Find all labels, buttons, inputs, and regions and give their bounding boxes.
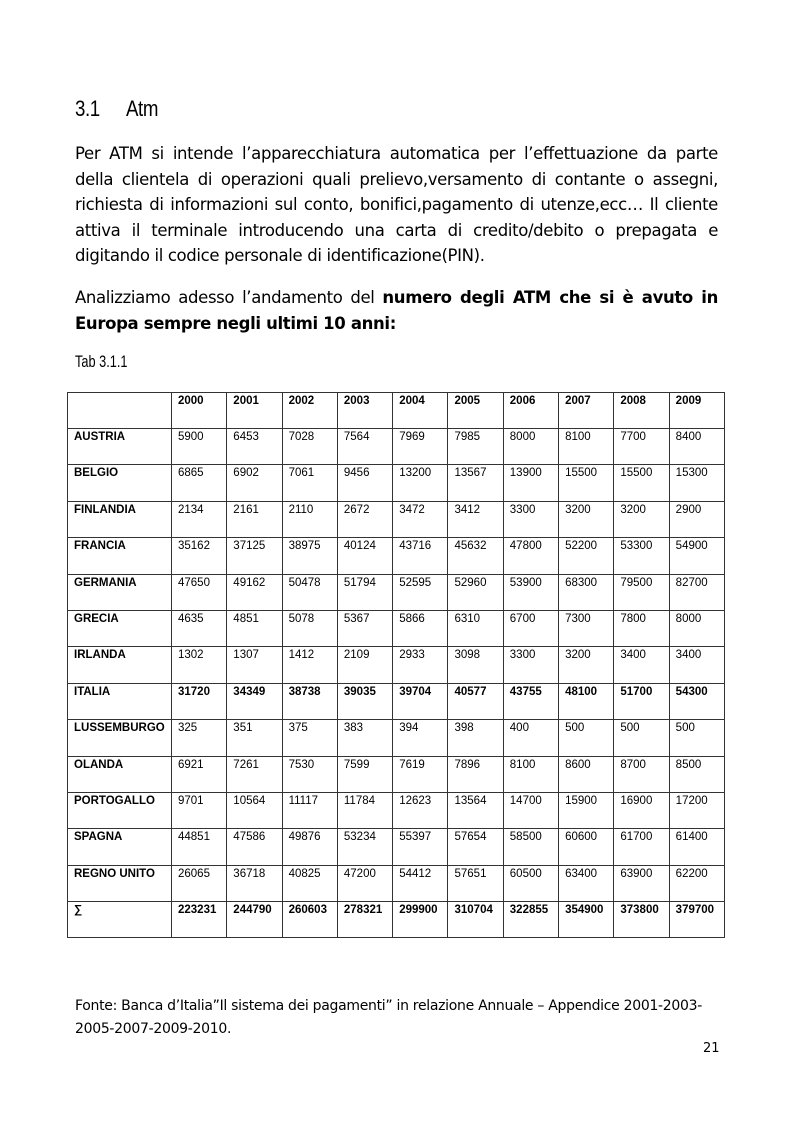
table-cell: 57651 (448, 865, 503, 901)
table-cell: 47650 (172, 574, 227, 610)
table-row-label: ITALIA (68, 683, 172, 719)
table-header-cell: 2002 (282, 393, 337, 429)
table-cell: 6902 (227, 465, 282, 501)
table-cell: 68300 (559, 574, 614, 610)
table-cell: 6921 (172, 756, 227, 792)
table-cell: 2110 (282, 501, 337, 537)
table-row (68, 647, 725, 683)
table-cell: 15500 (559, 465, 614, 501)
table-row (68, 429, 725, 465)
table-cell: 260603 (282, 902, 337, 938)
table-cell: 8700 (614, 756, 669, 792)
table-cell: 325 (172, 720, 227, 756)
table-cell: 3400 (614, 647, 669, 683)
table-cell: 7261 (227, 756, 282, 792)
table-cell: 13200 (393, 465, 448, 501)
table-cell: 52595 (393, 574, 448, 610)
table-row (68, 756, 725, 792)
table-cell: 16900 (614, 792, 669, 828)
table-cell: 8100 (503, 756, 558, 792)
table-cell: 398 (448, 720, 503, 756)
table-row (68, 465, 725, 501)
page-number: 21 (703, 1041, 720, 1056)
table-row-label: LUSSEMBURGO (68, 720, 172, 756)
table-cell: 49162 (227, 574, 282, 610)
table-header-cell: 2009 (669, 393, 724, 429)
table-cell: 51700 (614, 683, 669, 719)
atm-data-table (67, 392, 725, 938)
table-cell: 2933 (393, 647, 448, 683)
table-cell: 7896 (448, 756, 503, 792)
table-cell: 61400 (669, 829, 724, 865)
table-header-cell: 2003 (337, 393, 392, 429)
table-cell: 11784 (337, 792, 392, 828)
table-cell: 9456 (337, 465, 392, 501)
table-cell: 14700 (503, 792, 558, 828)
table-row-label: GRECIA (68, 610, 172, 646)
table-cell: 1307 (227, 647, 282, 683)
table-cell: 3412 (448, 501, 503, 537)
table-row-label: IRLANDA (68, 647, 172, 683)
table-cell: 383 (337, 720, 392, 756)
table-cell: 310704 (448, 902, 503, 938)
table-cell: 15900 (559, 792, 614, 828)
table-cell: 7061 (282, 465, 337, 501)
table-cell: 35162 (172, 538, 227, 574)
table-cell: 379700 (669, 902, 724, 938)
table-header-corner (68, 393, 172, 429)
table-cell: 9701 (172, 792, 227, 828)
table-row (68, 538, 725, 574)
table-cell: 351 (227, 720, 282, 756)
table-cell: 354900 (559, 902, 614, 938)
table-cell: 8000 (669, 610, 724, 646)
table-row-label: SPAGNA (68, 829, 172, 865)
table-cell: 58500 (503, 829, 558, 865)
table-cell: 13564 (448, 792, 503, 828)
table-cell: 8500 (669, 756, 724, 792)
table-cell: 82700 (669, 574, 724, 610)
table-header-cell: 2005 (448, 393, 503, 429)
table-cell: 31720 (172, 683, 227, 719)
table-cell: 40124 (337, 538, 392, 574)
table-cell: 3472 (393, 501, 448, 537)
paragraph-atm-definition: Per ATM si intende l’apparecchiatura automatica per l’effettuazione da parte della clientela di operazioni quali prelievo,versamento di contante o assegni, richiesta di informazioni sul conto, bonifici,pagamento di utenze,ecc… Il cliente attiva il terminale introducendo una carta di credito/debito o prepagata e digitando il codice personale di identificazione(PIN). (75, 144, 718, 265)
table-header-cell: 2006 (503, 393, 558, 429)
table-cell: 500 (614, 720, 669, 756)
table-header-cell: 2004 (393, 393, 448, 429)
table-cell: 2161 (227, 501, 282, 537)
table-row (68, 902, 725, 938)
table-cell: 4851 (227, 610, 282, 646)
table-cell: 5078 (282, 610, 337, 646)
table-cell: 49876 (282, 829, 337, 865)
table-cell: 37125 (227, 538, 282, 574)
table-cell: 3400 (669, 647, 724, 683)
table-row (68, 865, 725, 901)
table-cell: 53234 (337, 829, 392, 865)
table-cell: 12623 (393, 792, 448, 828)
table-cell: 7700 (614, 429, 669, 465)
table-row (68, 720, 725, 756)
table-cell: 2134 (172, 501, 227, 537)
table-cell: 43716 (393, 538, 448, 574)
table-cell: 244790 (227, 902, 282, 938)
table-cell: 15500 (614, 465, 669, 501)
section-heading (75, 96, 158, 122)
table-cell: 400 (503, 720, 558, 756)
table-cell: 38738 (282, 683, 337, 719)
table-cell: 375 (282, 720, 337, 756)
table-cell: 7564 (337, 429, 392, 465)
table-cell: 8100 (559, 429, 614, 465)
table-cell: 373800 (614, 902, 669, 938)
table-row-label: GERMANIA (68, 574, 172, 610)
table-cell: 6700 (503, 610, 558, 646)
table-cell: 3098 (448, 647, 503, 683)
table-cell: 8000 (503, 429, 558, 465)
table-cell: 278321 (337, 902, 392, 938)
table-cell: 11117 (282, 792, 337, 828)
table-cell: 39704 (393, 683, 448, 719)
table-cell: 7599 (337, 756, 392, 792)
paragraph-bold-text: numero degli ATM che si è avuto in Europa sempre negli ultimi 10 anni: (75, 288, 718, 333)
table-cell: 3200 (614, 501, 669, 537)
table-header-cell: 2001 (227, 393, 282, 429)
table-cell: 63900 (614, 865, 669, 901)
table-cell: 40825 (282, 865, 337, 901)
table-cell: 2672 (337, 501, 392, 537)
table-row-label: BELGIO (68, 465, 172, 501)
table-cell: 2109 (337, 647, 392, 683)
table-cell: 36718 (227, 865, 282, 901)
table-row-label: FRANCIA (68, 538, 172, 574)
table-header-cell: 2007 (559, 393, 614, 429)
table-row-label: FINLANDIA (68, 501, 172, 537)
table-cell: 7300 (559, 610, 614, 646)
table-cell: 48100 (559, 683, 614, 719)
table-cell: 63400 (559, 865, 614, 901)
table-row-label: ∑ (68, 902, 172, 938)
table-cell: 6453 (227, 429, 282, 465)
table-cell: 3200 (559, 501, 614, 537)
table-body (68, 429, 725, 938)
table-cell: 53300 (614, 538, 669, 574)
table-row (68, 683, 725, 719)
table-cell: 79500 (614, 574, 669, 610)
table-header-cell: 2008 (614, 393, 669, 429)
table-cell: 13567 (448, 465, 503, 501)
table-cell: 13900 (503, 465, 558, 501)
table-cell: 61700 (614, 829, 669, 865)
table-cell: 52200 (559, 538, 614, 574)
table-cell: 7530 (282, 756, 337, 792)
table-cell: 8600 (559, 756, 614, 792)
table-row-label: PORTOGALLO (68, 792, 172, 828)
table-header-cell: 2000 (172, 393, 227, 429)
table-cell: 54900 (669, 538, 724, 574)
table-cell: 8400 (669, 429, 724, 465)
table-cell: 26065 (172, 865, 227, 901)
table-cell: 6865 (172, 465, 227, 501)
table-cell: 500 (669, 720, 724, 756)
table-cell: 54412 (393, 865, 448, 901)
table-cell: 44851 (172, 829, 227, 865)
table-cell: 47200 (337, 865, 392, 901)
table-cell: 7800 (614, 610, 669, 646)
table-cell: 60500 (503, 865, 558, 901)
table-cell: 7985 (448, 429, 503, 465)
table-cell: 15300 (669, 465, 724, 501)
table-cell: 47800 (503, 538, 558, 574)
table-cell: 40577 (448, 683, 503, 719)
table-header-row (68, 393, 725, 429)
table-cell: 5866 (393, 610, 448, 646)
table-row (68, 574, 725, 610)
table-cell: 38975 (282, 538, 337, 574)
paragraph-analysis-intro (75, 285, 718, 336)
table-cell: 2900 (669, 501, 724, 537)
table-cell: 6310 (448, 610, 503, 646)
table-row (68, 792, 725, 828)
table-cell: 47586 (227, 829, 282, 865)
table-cell: 1412 (282, 647, 337, 683)
table-cell: 7619 (393, 756, 448, 792)
table-caption: Tab 3.1.1 (75, 352, 128, 371)
section-number: 3.1 (75, 96, 100, 121)
table-cell: 3200 (559, 647, 614, 683)
table-cell: 17200 (669, 792, 724, 828)
table-row (68, 610, 725, 646)
table-cell: 54300 (669, 683, 724, 719)
table-row-label: REGNO UNITO (68, 865, 172, 901)
table-cell: 51794 (337, 574, 392, 610)
table-row-label: OLANDA (68, 756, 172, 792)
table-cell: 57654 (448, 829, 503, 865)
table-cell: 223231 (172, 902, 227, 938)
table-cell: 53900 (503, 574, 558, 610)
table-cell: 39035 (337, 683, 392, 719)
table-cell: 52960 (448, 574, 503, 610)
table-cell: 1302 (172, 647, 227, 683)
table-cell: 10564 (227, 792, 282, 828)
table-cell: 394 (393, 720, 448, 756)
paragraph-intro-text: Analizziamo adesso l’andamento del (75, 288, 383, 307)
section-title: Atm (126, 96, 158, 121)
table-cell: 7969 (393, 429, 448, 465)
table-cell: 62200 (669, 865, 724, 901)
table-cell: 500 (559, 720, 614, 756)
table-cell: 5367 (337, 610, 392, 646)
table-cell: 43755 (503, 683, 558, 719)
table-cell: 34349 (227, 683, 282, 719)
table-cell: 5900 (172, 429, 227, 465)
table-cell: 50478 (282, 574, 337, 610)
table-cell: 60600 (559, 829, 614, 865)
source-note: Fonte: Banca d’Italia”Il sistema dei pagamenti” in relazione Annuale – Appendice 2001-2003-2005-2007-2009-2010. (75, 998, 702, 1037)
table-cell: 45632 (448, 538, 503, 574)
table-cell: 3300 (503, 647, 558, 683)
table-cell: 299900 (393, 902, 448, 938)
table-cell: 322855 (503, 902, 558, 938)
table-cell: 3300 (503, 501, 558, 537)
table-row (68, 829, 725, 865)
table-cell: 55397 (393, 829, 448, 865)
table-row (68, 501, 725, 537)
table-cell: 4635 (172, 610, 227, 646)
table-cell: 7028 (282, 429, 337, 465)
table-row-label: AUSTRIA (68, 429, 172, 465)
